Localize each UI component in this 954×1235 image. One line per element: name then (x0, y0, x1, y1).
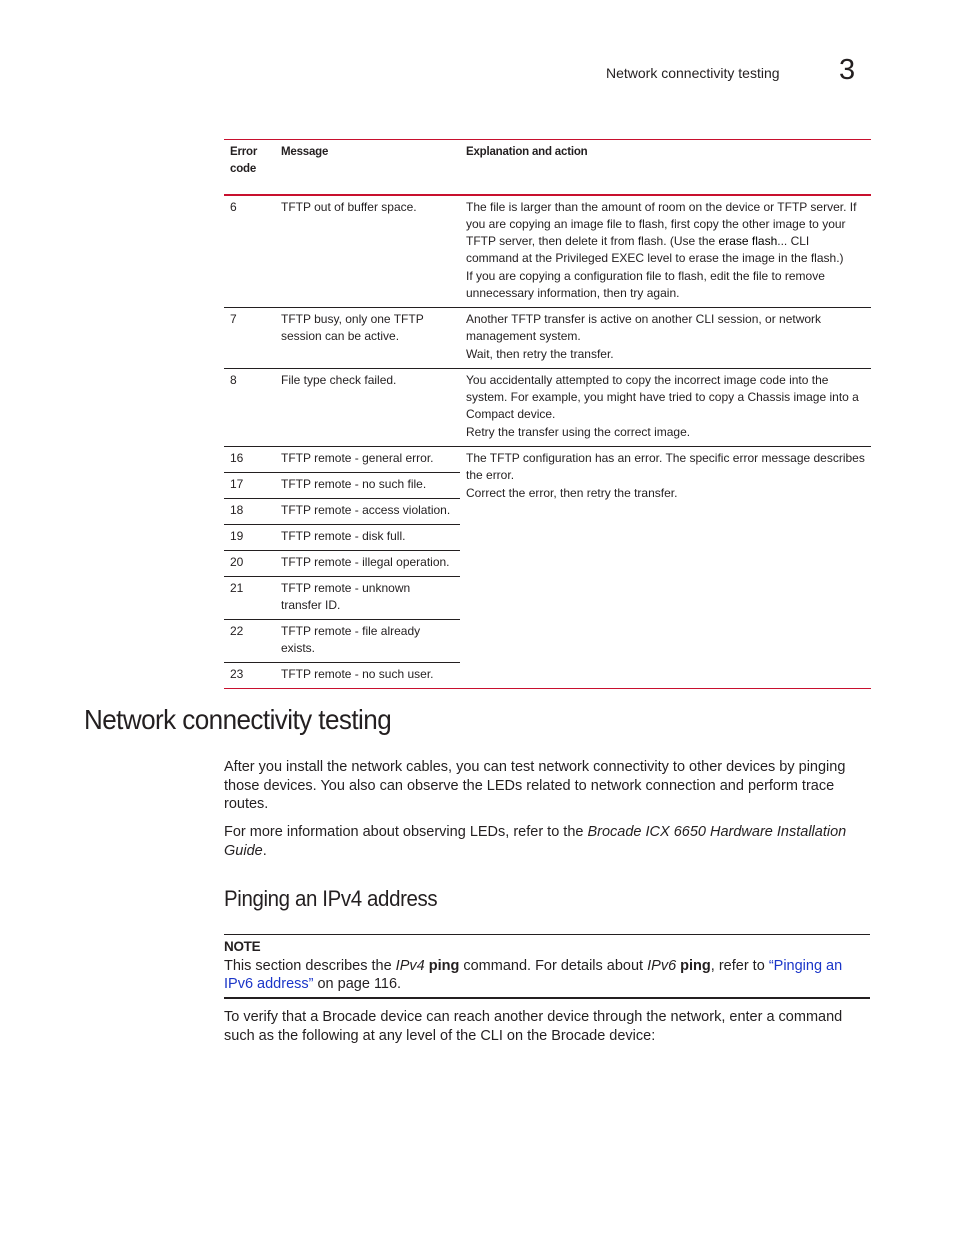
cell-message: TFTP remote - no such file. (275, 473, 460, 499)
cell-code: 6 (224, 195, 275, 308)
explanation-paragraph: The TFTP configuration has an error. The specific error message describes the error. (466, 451, 865, 482)
note-text-part: This section describes the (224, 957, 396, 974)
note-emphasis: IPv6 (647, 957, 677, 974)
explanation-paragraph: Correct the error, then retry the transfer. (466, 486, 678, 500)
body-text: For more information about observing LEDs, refer to the (224, 824, 588, 840)
cell-message: TFTP busy, only one TFTP session can be active. (275, 308, 460, 369)
table-header-row (224, 140, 871, 196)
cell-message: TFTP remote - file already exists. (275, 620, 460, 663)
cli-command: ping (424, 957, 460, 974)
cell-message: TFTP remote - general error. (275, 447, 460, 473)
header-message: Message (275, 140, 460, 196)
running-header-title: Network connectivity testing (606, 65, 780, 81)
cell-message: TFTP remote - access violation. (275, 499, 460, 525)
note-text-part: , refer to (710, 957, 769, 974)
cli-command: erase flash (718, 234, 778, 248)
note-label: NOTE (224, 939, 261, 954)
explanation-paragraph: Another TFTP transfer is active on another CLI session, or network management system. (466, 312, 822, 343)
cell-message: TFTP remote - no such user. (275, 663, 460, 689)
table-row (224, 195, 871, 308)
cell-code: 17 (224, 473, 275, 499)
explanation-paragraph: If you are copying a configuration file to flash, edit the file to remove unnecessary information, then try again. (466, 269, 825, 300)
cross-reference-link[interactable]: “Pinging an IPv6 address” (224, 957, 843, 992)
cell-code: 18 (224, 499, 275, 525)
cell-message: TFTP remote - disk full. (275, 525, 460, 551)
cell-explanation (460, 369, 871, 447)
cell-message: TFTP remote - illegal operation. (275, 551, 460, 577)
explanation-paragraph: You accidentally attempted to copy the incorrect image code into the system. For example, you might have tried to copy a Chassis image into a Compact device. (466, 373, 859, 421)
body-paragraph (224, 823, 870, 860)
note-box (224, 934, 870, 999)
body-paragraph: To verify that a Brocade device can reach another device through the network, enter a command such as the following at any level of the CLI on the Brocade device: (224, 1009, 843, 1044)
table-row (224, 369, 871, 447)
cell-code: 23 (224, 663, 275, 689)
explanation-paragraph: Retry the transfer using the correct image. (466, 425, 691, 439)
cell-code: 16 (224, 447, 275, 473)
cell-code: 20 (224, 551, 275, 577)
cell-code: 19 (224, 525, 275, 551)
cell-code: 22 (224, 620, 275, 663)
note-text-part: on page 116. (313, 976, 402, 992)
cell-code: 7 (224, 308, 275, 369)
cell-code: 8 (224, 369, 275, 447)
error-code-table (224, 139, 871, 689)
cell-explanation (460, 447, 871, 689)
explanation-text: The file is larger than the amount of room on the device or TFTP server. If you are copying an image file to flash, first copy the other image to your TFTP server, then delete it from flash. (Use the (466, 200, 857, 248)
body-paragraph: After you install the network cables, you can test network connectivity to other devices by pinging those devices. You also can observe the LEDs related to network connection and perform trace routes. (224, 759, 846, 812)
cell-explanation (460, 308, 871, 369)
cell-message: File type check failed. (275, 369, 460, 447)
note-text-part: command. For details about (459, 957, 648, 974)
header-error-code: Error code (224, 140, 275, 196)
cli-command: ping (676, 957, 711, 974)
table-row (224, 447, 871, 473)
note-emphasis: IPv4 (395, 957, 425, 974)
explanation-paragraph (466, 199, 865, 267)
cell-message: TFTP out of buffer space. (275, 195, 460, 308)
cell-message: TFTP remote - unknown transfer ID. (275, 577, 460, 620)
body-text: . (262, 842, 267, 859)
explanation-text: ... CLI command at the Privileged EXEC level to erase the image in the flash.) (466, 234, 844, 265)
explanation-paragraph: Wait, then retry the transfer. (466, 347, 614, 361)
note-text (224, 957, 870, 994)
cell-code: 21 (224, 577, 275, 620)
cell-explanation (460, 195, 871, 308)
section-heading: Network connectivity testing (84, 704, 392, 735)
header-explanation: Explanation and action (460, 140, 871, 196)
guide-title: Brocade ICX 6650 Hardware Installation Guide (224, 824, 847, 859)
subsection-heading: Pinging an IPv4 address (224, 886, 438, 911)
table-row (224, 308, 871, 369)
chapter-number: 3 (839, 54, 856, 86)
